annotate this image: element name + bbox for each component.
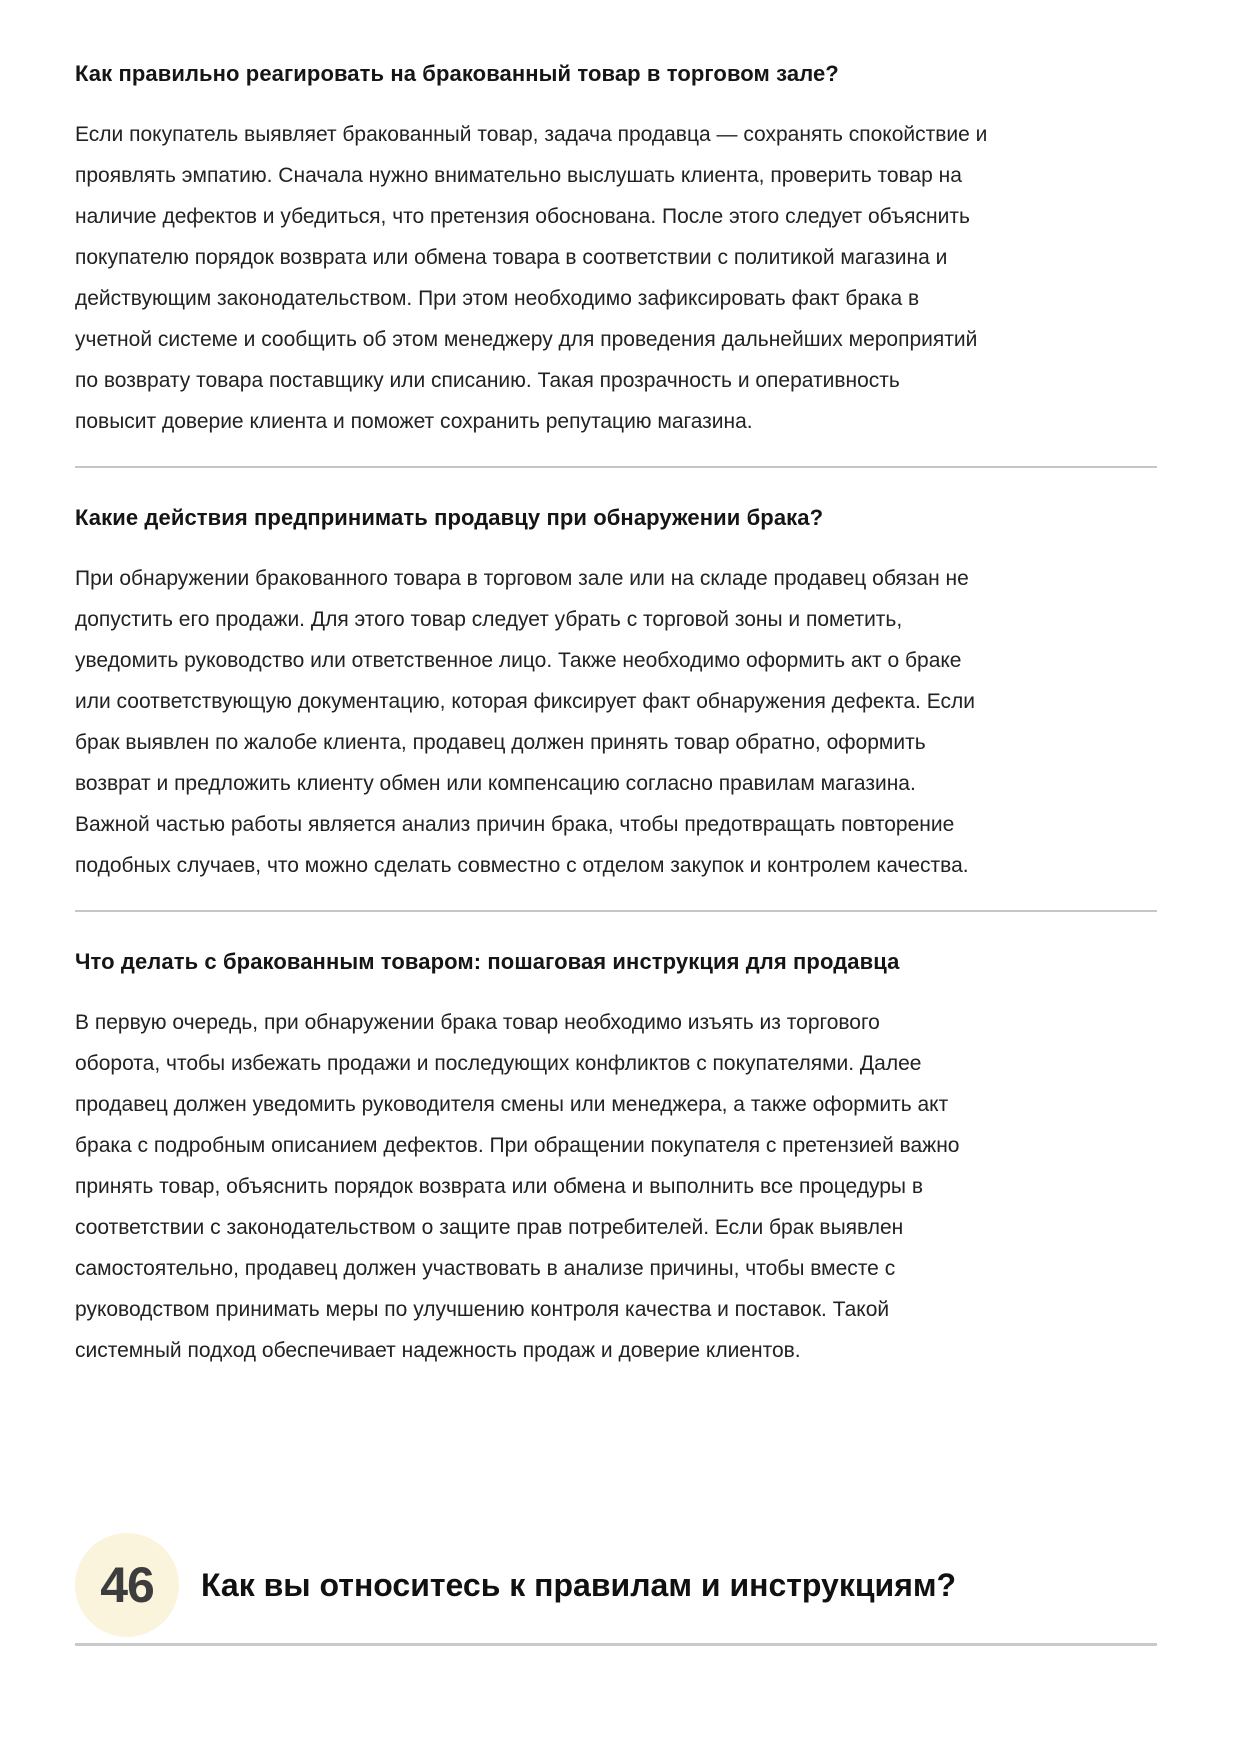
question-number: 46	[100, 1557, 154, 1613]
paragraph-line: брака с подробным описанием дефектов. При обращении покупателя с претензией важно	[75, 1134, 960, 1157]
paragraph-line: Важной частью работы является анализ причин брака, чтобы предотвращать повторение	[75, 813, 955, 836]
paragraph-line: системный подход обеспечивает надежность продаж и доверие клиентов.	[75, 1339, 801, 1362]
paragraph-line: возврат и предложить клиенту обмен или компенсацию согласно правилам магазина.	[75, 772, 916, 795]
section-divider	[75, 910, 1157, 912]
paragraph-line: допустить его продажи. Для этого товар следует убрать с торговой зоны и пометить,	[75, 608, 903, 631]
paragraph-line: брак выявлен по жалобе клиента, продавец должен принять товар обратно, оформить	[75, 731, 926, 754]
paragraph-line: соответствии с законодательством о защите прав потребителей. Если брак выявлен	[75, 1216, 904, 1239]
paragraph-line: учетной системе и сообщить об этом менеджеру для проведения дальнейших мероприятий	[75, 328, 978, 351]
section-heading: Какие действия предпринимать продавцу при обнаружении брака?	[75, 505, 824, 530]
section-reacting-to-defective-goods	[75, 60, 1157, 442]
section-step-by-step-instruction	[75, 948, 1157, 1371]
paragraph-line: или соответствующую документацию, которая фиксирует факт обнаружения дефекта. Если	[75, 690, 975, 713]
paragraph-line: Если покупатель выявляет бракованный товар, задача продавца — сохранять спокойствие и	[75, 123, 988, 146]
paragraph-line: руководством принимать меры по улучшению контроля качества и поставок. Такой	[75, 1298, 890, 1321]
section-heading: Что делать с бракованным товаром: пошаговая инструкция для продавца	[75, 949, 900, 974]
next-question-block	[75, 1533, 1157, 1637]
paragraph-line: действующим законодательством. При этом необходимо зафиксировать факт брака в	[75, 287, 920, 310]
paragraph-line: уведомить руководство или ответственное лицо. Также необходимо оформить акт о браке	[75, 649, 962, 672]
section-paragraph	[75, 558, 1157, 886]
paragraph-line: повысит доверие клиента и поможет сохранить репутацию магазина.	[75, 410, 753, 433]
next-question-title: Как вы относитесь к правилам и инструкциям?	[201, 1567, 957, 1603]
bottom-divider	[75, 1643, 1157, 1646]
paragraph-line: принять товар, объяснить порядок возврата или обмена и выполнить все процедуры в	[75, 1175, 923, 1198]
paragraph-line: наличие дефектов и убедиться, что претензия обоснована. После этого следует объяснить	[75, 205, 970, 228]
paragraph-line: проявлять эмпатию. Сначала нужно внимательно выслушать клиента, проверить товар на	[75, 164, 962, 187]
section-seller-actions-on-defect	[75, 504, 1157, 886]
paragraph-line: продавец должен уведомить руководителя смены или менеджера, а также оформить акт	[75, 1093, 949, 1116]
paragraph-line: подобных случаев, что можно сделать совместно с отделом закупок и контролем качества.	[75, 854, 969, 877]
question-number-badge	[75, 1533, 179, 1637]
paragraph-line: покупателю порядок возврата или обмена товара в соответствии с политикой магазина и	[75, 246, 948, 269]
section-paragraph	[75, 114, 1157, 442]
paragraph-line: В первую очередь, при обнаружении брака товар необходимо изъять из торгового	[75, 1011, 880, 1034]
section-paragraph	[75, 1002, 1157, 1371]
section-heading: Как правильно реагировать на бракованный товар в торговом зале?	[75, 61, 839, 86]
paragraph-line: по возврату товара поставщику или списанию. Такая прозрачность и оперативность	[75, 369, 900, 392]
paragraph-line: оборота, чтобы избежать продажи и последующих конфликтов с покупателями. Далее	[75, 1052, 922, 1075]
paragraph-line: самостоятельно, продавец должен участвовать в анализе причины, чтобы вместе с	[75, 1257, 896, 1280]
section-divider	[75, 466, 1157, 468]
paragraph-line: При обнаружении бракованного товара в торговом зале или на складе продавец обязан не	[75, 567, 969, 590]
